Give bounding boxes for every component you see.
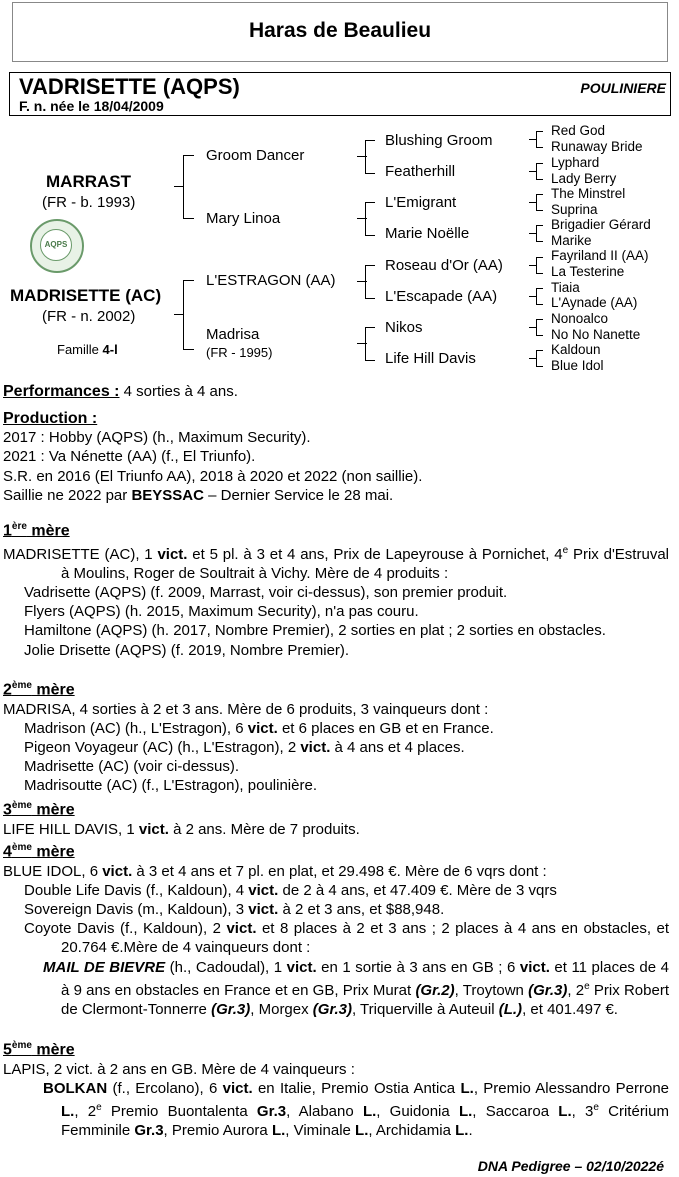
mere-3: 3ème mère LIFE HILL DAVIS, 1 vict. à 2 ans. Mère de 7 produits. [3,800,360,838]
gen2-item: Madrisa [206,326,260,343]
horse-name: VADRISETTE (AQPS) [19,74,240,99]
gen4-item: Runaway Bride [551,139,643,154]
mere-5: 5ème mère LAPIS, 2 vict. à 2 ans en GB. Mère de 4 vainqueurs : BOLKAN (f., Ercolano), 6 vict. en Italie, Premio Ostia Antica L., Premio Alessandro Perrone L., 2e Premio Buontalenta Gr.3, Alabano L., Guidonia L., Saccaroa L., 3e Critérium Femminile Gr.3, Premio Aurora L., Viminale L., Archidamia L.. [3,1040,670,1140]
mere-2: 2ème mère MADRISA, 4 sorties à 2 et 3 ans. Mère de 6 produits, 3 vainqueurs dont : Madrison (AC) (h., L'Estragon), 6 vict. et 6 places en GB et en France. Pigeon Voyageur (AC) (h., L'Estragon), 2 vict. à 4 ans et 4 places. Madrisette (AC) (voir ci-dessus). Madrisoutte (AC) (f., L'Estragon), poulinière. [3,680,494,795]
mere-1: 1ère mère MADRISETTE (AC), 1 vict. et 5 pl. à 3 et 4 ans, Prix de Lapeyrouse à Pornichet, 4e Prix d'Estruval à Moulins, Roger de Soultrait à Vichy. Mère de 4 produits : Vadrisette (AQPS) (f. 2009, Marrast, voir ci-dessus), son premier produit. Flyers (AQPS) (h. 2015, Maximum Security), n'a pas couru. Hamiltone (AQPS) (h. 2017, Nombre Premier), 2 sorties en plat ; 2 sorties en obstacles. Jolie Drisette (AQPS) (f. 2019, Nombre Premier). [3,521,669,659]
header-box [12,2,668,62]
performances: Performances : 4 sorties à 4 ans. [3,383,238,400]
gen4-item: Tiaia [551,280,580,295]
gen3-item: Marie Noëlle [385,225,470,242]
gen4-item: Kaldoun [551,342,601,357]
famille: Famille 4-l [57,342,118,357]
production-line: 2021 : Va Nénette (AA) (f., El Triunfo). [3,448,256,466]
gen3-item: L'Escapade (AA) [385,288,498,305]
sire-name: MARRAST [46,172,131,191]
dam-info: (FR - n. 2002) [42,308,136,325]
sire-info: (FR - b. 1993) [42,194,136,211]
header-title: Haras de Beaulieu [248,19,432,42]
gen2-info: (FR - 1995) [206,345,273,360]
gen3-item: L'Emigrant [385,194,457,211]
gen4-item: Brigadier Gérard [551,217,651,232]
produit: Jolie Drisette (AQPS) (f. 2019, Nombre Premier). [24,641,350,659]
production-line: S.R. en 2016 (El Triunfo AA), 2018 à 2020 et 2022 (non saillie). [3,467,423,485]
mail-de-bievre: MAIL DE BIEVRE (h., Cadoudal), 1 vict. en 1 sortie à 3 ans en GB ; 6 vict. et 11 places de 4 à 9 ans en obstacles en France et en GB, Prix Murat (Gr.2), Troytown (Gr.3), 2e Prix Robert de Clermont-Tonnerre (Gr.3), Morgex (Gr.3), Triquerville à Auteuil (L.), et 401.497 €. [43,958,669,1018]
gen4-item: La Testerine [551,264,625,279]
gen4-item: No No Nanette [551,327,641,342]
produit: Vadrisette (AQPS) (f. 2009, Marrast, voir ci-dessus), son premier produit. [24,583,508,601]
gen4-item: Marike [551,233,592,248]
gen4-item: The Minstrel [551,186,626,201]
aqps-logo [30,219,84,273]
gen2-item: Groom Dancer [206,147,305,164]
produit: Hamiltone (AQPS) (h. 2017, Nombre Premier), 2 sorties en plat ; 2 sorties en obstacles. [24,622,606,640]
bracket-g1-sire [183,155,194,219]
gen4-item: Red God [551,123,606,138]
produit: Flyers (AQPS) (h. 2015, Maximum Security), n'a pas couru. [24,603,419,621]
horse-subtitle: F. n. née le 18/04/2009 [19,98,164,114]
bracket-g1-dam [183,280,194,350]
production-line: 2017 : Hobby (AQPS) (h., Maximum Security). [3,429,311,447]
dam-name: MADRISETTE (AC) [10,286,162,305]
footer: DNA Pedigree – 02/10/2022é [477,1158,664,1174]
logo-text: AQPS [44,240,68,249]
horse-title-box [9,72,671,116]
mere-4: 4ème mère BLUE IDOL, 6 vict. à 3 et 4 ans et 7 pl. en plat, et 29.498 €. Mère de 6 vqrs dont : Double Life Davis (f., Kaldoun), 4 vict. de 2 à 4 ans, et 47.409 €. Mère de 3 vqrs Sovereign Davis (m., Kaldoun), 3 vict. à 2 et 3 ans, et $88,948. Coyote Davis (f., Kaldoun), 2 vict. et 8 places à 2 et 3 ans ; 2 places à 4 ans en obstacles, et 20.764 €.Mère de 4 vainqueurs dont : MAIL DE BIEVRE (h., Cadoudal), 1 vict. en 1 sortie à 3 ans en GB ; 6 vict. et 11 places de 4 à 9 ans en obstacles en France et en GB, Prix Murat (Gr.2), Troytown (Gr.3), 2e Prix Robert de Clermont-Tonnerre (Gr.3), Morgex (Gr.3), Triquerville à Auteuil (L.), et 401.497 €. [3,842,669,1018]
horse-status: POULINIERE [580,80,666,96]
gen4-item: L'Aynade (AA) [551,295,638,310]
gen4-item: Nonoalco [551,311,609,326]
gen3-item: Featherhill [385,163,456,180]
gen4-item: Lady Berry [551,171,617,186]
gen3-item: Nikos [385,319,423,336]
gen4-item: Suprina [551,202,598,217]
gen2-item: Mary Linoa [206,210,281,227]
bolkan: BOLKAN (f., Ercolano), 6 vict. en Italie, Premio Ostia Antica L., Premio Alessandro Perrone L., 2e Premio Buontalenta Gr.3, Alabano L., Guidonia L., Saccaroa L., 3e Critérium Femminile Gr.3, Premio Aurora L., Viminale L., Archidamia L.. [43,1079,670,1140]
gen3-item: Blushing Groom [385,132,493,149]
gen4-item: Lyphard [551,155,600,170]
gen4-item: Fayriland II (AA) [551,248,649,263]
gen3-item: Life Hill Davis [385,350,476,367]
production: Production : 2017 : Hobby (AQPS) (h., Maximum Security). 2021 : Va Nénette (AA) (f., El Triunfo). S.R. en 2016 (El Triunfo AA), 2018 à 2020 et 2022 (non saillie). Saillie ne 2022 par BEYSSAC – Dernier Service le 28 mai. [3,409,669,505]
gen3-item: Roseau d'Or (AA) [385,257,503,274]
saillie-line: Saillie ne 2022 par BEYSSAC – Dernier Service le 28 mai. [3,486,394,504]
gen2-item: L'ESTRAGON (AA) [206,272,336,289]
gen4-item: Blue Idol [551,358,604,373]
